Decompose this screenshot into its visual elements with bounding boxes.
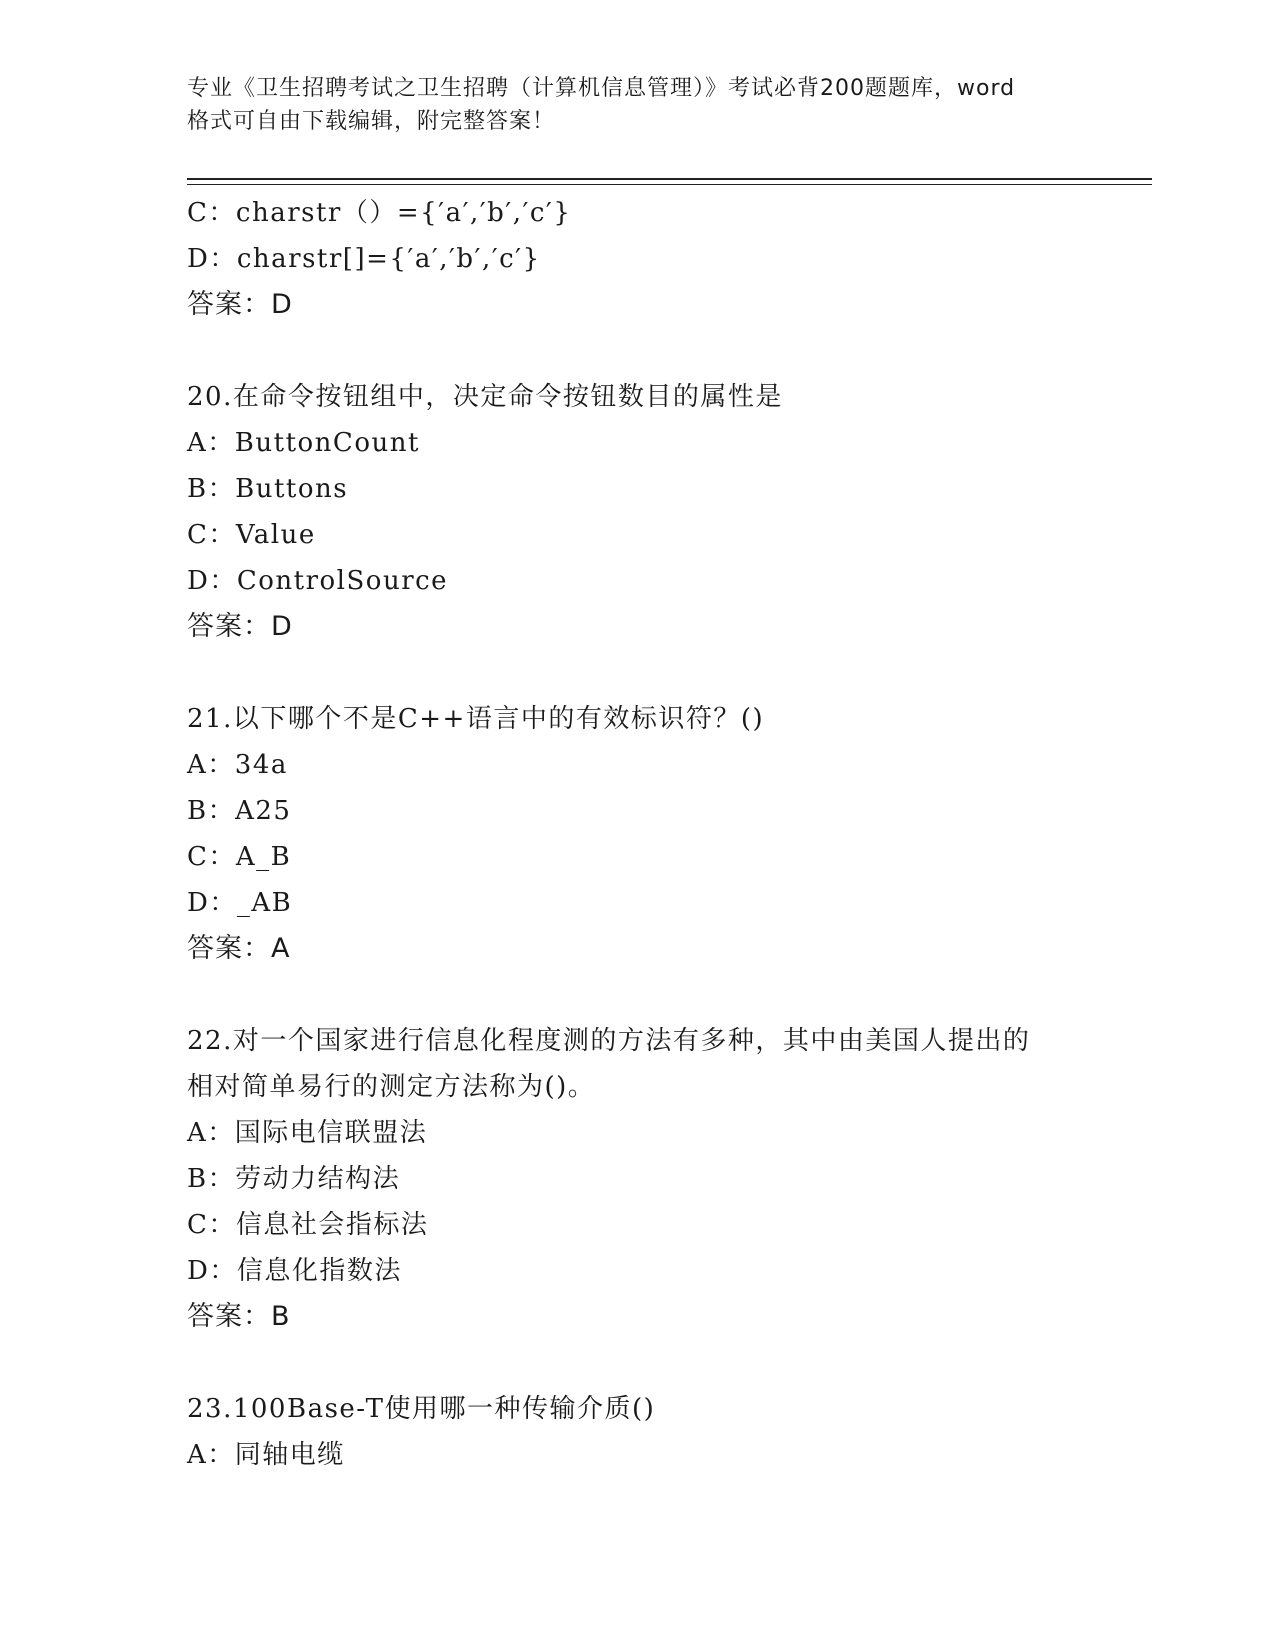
spacer xyxy=(187,650,1087,696)
question-stem-line-1: 22.对一个国家进行信息化程度测的方法有多种，其中由美国人提出的 xyxy=(187,1026,1031,1056)
header-title-line-1: 专业《卫生招聘考试之卫生招聘（计算机信息管理）》考试必背200题题库，word xyxy=(187,76,1016,101)
question-stem: 20.在命令按钮组中，决定命令按钮数目的属性是 xyxy=(187,382,783,412)
option-c: C：charstr（）={′a′,′b′,′c′} xyxy=(187,198,572,228)
question-22 xyxy=(187,1018,1087,1340)
answer-line: 答案：B xyxy=(187,1301,291,1332)
question-20 xyxy=(187,374,1087,650)
page-header xyxy=(187,72,1087,138)
option-d: D：信息化指数法 xyxy=(187,1256,402,1286)
question-19-partial xyxy=(187,190,1087,328)
option-c: C：信息社会指标法 xyxy=(187,1210,429,1240)
answer-line: 答案：D xyxy=(187,611,293,642)
option-b: B：劳动力结构法 xyxy=(187,1164,401,1194)
question-stem: 23.100Base-T使用哪一种传输介质() xyxy=(187,1394,656,1424)
answer-line: 答案：D xyxy=(187,289,293,320)
spacer xyxy=(187,328,1087,374)
option-d: D：ControlSource xyxy=(187,566,449,596)
header-title-line-2: 格式可自由下载编辑，附完整答案！ xyxy=(187,109,556,134)
spacer xyxy=(187,972,1087,1018)
spacer xyxy=(187,1340,1087,1386)
option-a: A：同轴电缆 xyxy=(187,1440,345,1470)
option-d: D：_AB xyxy=(187,888,293,918)
question-stem-line-2: 相对简单易行的测定方法称为()。 xyxy=(187,1072,596,1102)
option-d: D：charstr[]={′a′,′b′,′c′} xyxy=(187,244,541,274)
header-divider xyxy=(187,178,1152,185)
question-list xyxy=(187,190,1087,1478)
option-b: B：Buttons xyxy=(187,474,349,504)
answer-line: 答案：A xyxy=(187,933,291,964)
option-a: A：ButtonCount xyxy=(187,428,420,458)
question-stem: 21.以下哪个不是C++语言中的有效标识符？() xyxy=(187,704,765,734)
option-a: A：国际电信联盟法 xyxy=(187,1118,428,1148)
option-c: C：A_B xyxy=(187,842,292,872)
question-23 xyxy=(187,1386,1087,1478)
option-b: B：A25 xyxy=(187,796,292,826)
option-c: C：Value xyxy=(187,520,316,550)
question-21 xyxy=(187,696,1087,972)
option-a: A：34a xyxy=(187,750,288,780)
